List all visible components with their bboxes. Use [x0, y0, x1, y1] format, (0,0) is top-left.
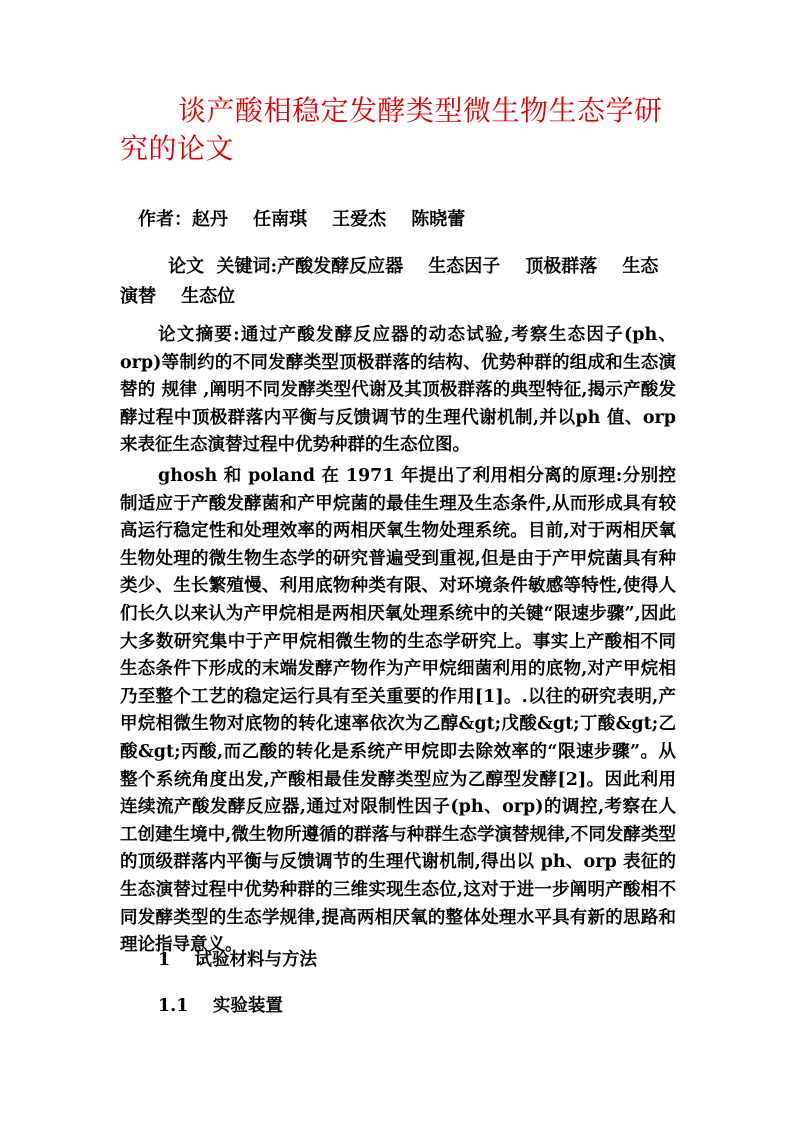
section-heading-1: 1 试验材料与方法 — [158, 950, 318, 970]
keywords-line: 论文 关键词:产酸发酵反应器 生态因子 顶极群落 生态演替 生态位 — [120, 256, 659, 307]
authors-line: 作者：赵丹 任南琪 王爱杰 陈晓蕾 — [138, 209, 466, 230]
document-title: 谈产酸相稳定发酵类型微生物生态学研究的论文 — [120, 94, 663, 165]
abstract-paragraph: 论文摘要:通过产酸发酵反应器的动态试验,考察生态因子(ph、orp)等制约的不同发酵类型顶极群落的结构、优势种群的组成和生态演替的 规律 ,阐明不同发酵类型代谢及其顶极群落的典型特征,揭示产酸发酵过程中顶极群落内平衡与反馈调节的生理代谢机制,并以ph 值、orp 来表征生态演替过程中优势种群的生态位图。 — [120, 325, 676, 456]
intro-paragraph: ghosh 和 poland 在 1971 年提出了利用相分离的原理:分别控制适应于产酸发酵菌和产甲烷菌的最佳生理及生态条件,从而形成具有较高运行稳定性和处理效率的两相厌氧生物处理系统。目前,对于两相厌氧生物处理的微生物生态学的研究普遍受到重视,但是由于产甲烷菌具有种类少、生长繁殖慢、利用底物种类有限、对环境条件敏感等特性,使得人们长久以来认为产甲烷相是两相厌氧处理系统中的关键“限速步骤”,因此大多数研究集中于产甲烷相微生物的生态学研究上。事实上产酸相不同生态条件下形成的末端发酵产物作为产甲烷细菌利用的底物,对产甲烷相乃至整个工艺的稳定运行具有至关重要的作用[1]。.以往的研究表明,产甲烷相微生物对底物的转化速率依次为乙醇&gt;戊酸&gt;丁酸&gt;乙酸&gt;丙酸,而乙酸的转化是系统产甲烷即去除效率的“限速步骤”。从整个系统角度出发,产酸相最佳发酵类型应为乙醇型发酵[2]。因此利用连续流产酸发酵反应器,通过对限制性因子(ph、orp)的调控,考察在人工创建生境中,微生物所遵循的群落与种群生态学演替规律,不同发酵类型的顶级群落内平衡与反馈调节的生理代谢机制,得出以 ph、orp 表征的生态演替过程中优势种群的三维实现生态位,这对于进一步阐明产酸相不同发酵类型的生态学规律,提高两相厌氧的整体处理水平具有新的思路和理论指导意义。 — [120, 466, 676, 956]
section-heading-1-1: 1.1 实验装置 — [158, 996, 283, 1016]
